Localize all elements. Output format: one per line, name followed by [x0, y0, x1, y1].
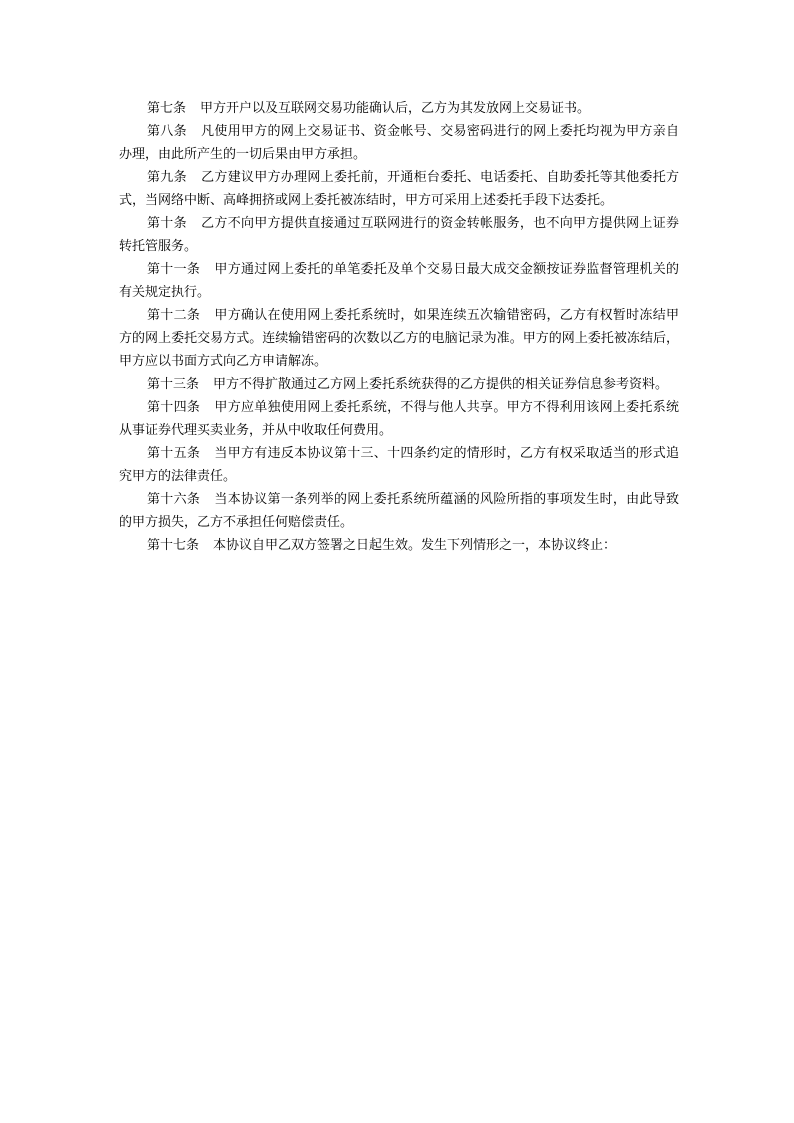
clause-number: 第十二条 [147, 308, 201, 323]
clause-7 [119, 97, 679, 120]
clause-17 [119, 534, 679, 557]
clause-16 [119, 488, 679, 534]
clause-number: 第十条 [147, 216, 187, 231]
clause-number: 第八条 [147, 124, 187, 139]
clause-10 [119, 212, 679, 258]
clause-number: 第十五条 [147, 446, 201, 461]
clause-9 [119, 166, 679, 212]
clause-number: 第十一条 [147, 262, 201, 277]
clause-number: 第十六条 [147, 492, 201, 507]
clause-number: 第十三条 [147, 377, 200, 392]
agreement-body [119, 97, 679, 557]
clause-13 [119, 373, 679, 396]
clause-text: 甲方应单独使用网上委托系统，不得与他人共享。甲方不得利用该网上委托系统从事证券代理买卖业务，并从中收取任何费用。 [119, 400, 679, 438]
clause-text: 本协议自甲乙双方签署之日起生效。发生下列情形之一，本协议终止： [213, 538, 617, 553]
clause-number: 第九条 [147, 170, 187, 185]
clause-text: 乙方不向甲方提供直接通过互联网进行的资金转帐服务，也不向甲方提供网上证券转托管服务。 [119, 216, 679, 254]
clause-8 [119, 120, 679, 166]
clause-text: 当甲方有违反本协议第十三、十四条约定的情形时，乙方有权采取适当的形式追究甲方的法律责任。 [119, 446, 679, 484]
clause-text: 甲方不得扩散通过乙方网上委托系统获得的乙方提供的相关证券信息参考资料。 [213, 377, 669, 392]
clause-text: 凡使用甲方的网上交易证书、资金帐号、交易密码进行的网上委托均视为甲方亲自办理，由此所产生的一切后果由甲方承担。 [119, 124, 679, 162]
clause-number: 第十七条 [147, 538, 200, 553]
clause-text: 甲方通过网上委托的单笔委托及单个交易日最大成交金额按证券监督管理机关的有关规定执行。 [119, 262, 679, 300]
clause-text: 乙方建议甲方办理网上委托前，开通柜台委托、电话委托、自助委托等其他委托方式，当网络中断、高峰拥挤或网上委托被冻结时，甲方可采用上述委托手段下达委托。 [119, 170, 679, 208]
clause-15 [119, 442, 679, 488]
clause-text: 当本协议第一条列举的网上委托系统所蕴涵的风险所指的事项发生时，由此导致的甲方损失，乙方不承担任何赔偿责任。 [119, 492, 679, 530]
clause-text: 甲方开户以及互联网交易功能确认后，乙方为其发放网上交易证书。 [200, 101, 591, 116]
clause-number: 第七条 [147, 101, 187, 116]
clause-14 [119, 396, 679, 442]
clause-number: 第十四条 [147, 400, 201, 415]
clause-text: 甲方确认在使用网上委托系统时，如果连续五次输错密码，乙方有权暂时冻结甲方的网上委托交易方式。连续输错密码的次数以乙方的电脑记录为准。甲方的网上委托被冻结后，甲方应以书面方式向乙方申请解冻。 [119, 308, 679, 369]
clause-11 [119, 258, 679, 304]
clause-12 [119, 304, 679, 373]
